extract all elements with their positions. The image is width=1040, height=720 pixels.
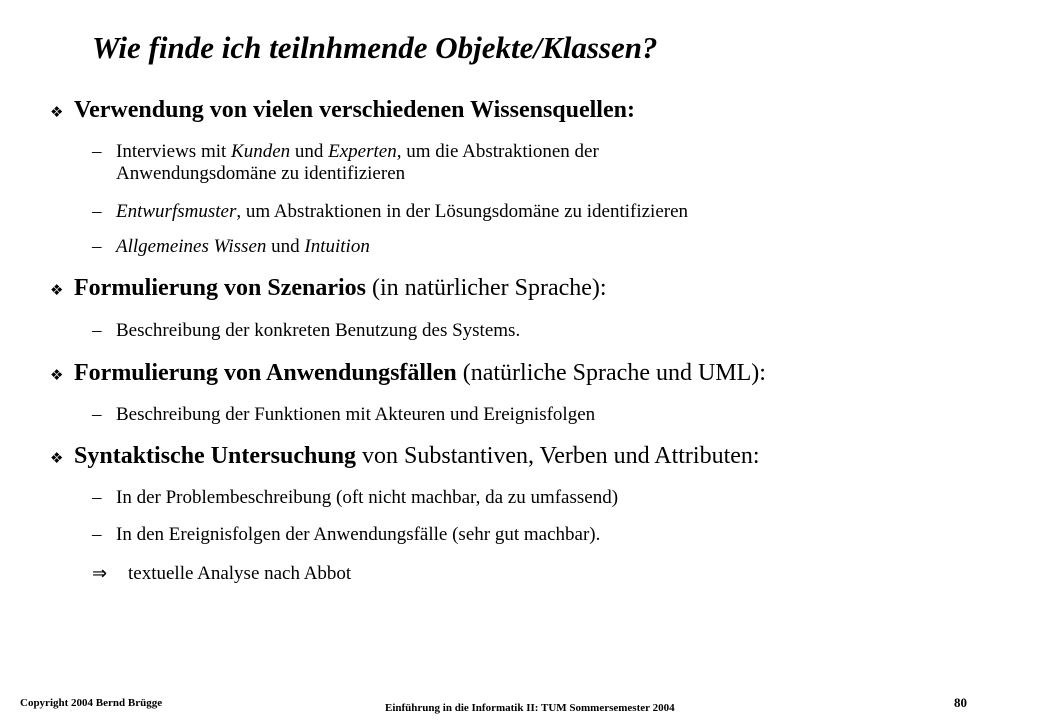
sub-italic-text: Allgemeines Wissen xyxy=(116,236,267,257)
sub-text: In der Problembeschreibung (oft nicht machbar, da zu umfassend) xyxy=(116,487,619,508)
sub-item-general-knowledge xyxy=(92,236,370,258)
sub-italic-text: Kunden xyxy=(231,141,291,162)
dash-marker: – xyxy=(92,487,102,508)
implication-text: textuelle Analyse nach Abbot xyxy=(128,563,352,584)
bullet-rest-text: von Substantiven, Verben und Attributen: xyxy=(356,443,760,469)
sub-item-event-flows xyxy=(92,524,600,546)
dash-marker: – xyxy=(92,524,102,545)
dash-marker: – xyxy=(92,236,102,257)
dash-marker: – xyxy=(92,141,102,162)
sub-item-design-patterns xyxy=(92,201,688,223)
bullet-bold-text: Formulierung von Szenarios xyxy=(74,275,366,301)
sub-text-continued: Anwendungsdomäne zu identifizieren xyxy=(116,163,406,184)
diamond-bullet-icon: ❖ xyxy=(50,281,64,299)
bullet-knowledge-sources xyxy=(50,97,635,124)
sub-item-system-usage xyxy=(92,320,520,342)
sub-item-functions xyxy=(92,404,595,426)
sub-item-interviews xyxy=(92,141,599,185)
dash-marker: – xyxy=(92,320,102,341)
diamond-bullet-icon: ❖ xyxy=(50,366,64,384)
sub-text: Beschreibung der Funktionen mit Akteuren und Ereignisfolgen xyxy=(116,404,596,425)
bullet-bold-text: Formulierung von Anwendungsfällen xyxy=(74,360,457,386)
sub-text: In den Ereignisfolgen der Anwendungsfälle (sehr gut machbar). xyxy=(116,524,601,545)
bullet-syntactic-analysis xyxy=(50,443,760,470)
sub-text: und xyxy=(266,236,305,257)
sub-italic-text: Experten xyxy=(328,141,397,162)
sub-text: , um die Abstraktionen der xyxy=(396,141,599,162)
bullet-bold-text: Verwendung von vielen verschiedenen Wissensquellen: xyxy=(74,97,635,123)
bullet-scenarios xyxy=(50,275,607,302)
slide-title: Wie finde ich teilnhmende Objekte/Klassen? xyxy=(92,30,658,65)
sub-text: , um Abstraktionen in der Lösungsdomäne zu identifizieren xyxy=(236,201,689,222)
bullet-bold-text: Syntaktische Untersuchung xyxy=(74,443,357,469)
footer-copyright: Copyright 2004 Bernd Brügge xyxy=(20,697,163,709)
sub-text: Interviews mit xyxy=(116,141,232,162)
dash-marker: – xyxy=(92,201,102,222)
sub-text: Beschreibung der konkreten Benutzung des Systems. xyxy=(116,320,521,341)
implication-line xyxy=(92,563,351,585)
sub-item-problem-description xyxy=(92,487,618,509)
bullet-rest-text: (natürliche Sprache und UML): xyxy=(456,360,766,386)
footer-course: Einführung in die Informatik II: TUM Sommersemester 2004 xyxy=(385,702,675,714)
sub-italic-text: Intuition xyxy=(304,236,370,257)
bullet-rest-text: (in natürlicher Sprache): xyxy=(366,275,607,301)
diamond-bullet-icon: ❖ xyxy=(50,103,64,121)
dash-marker: – xyxy=(92,404,102,425)
implies-arrow-icon: ⇒ xyxy=(92,563,108,584)
sub-text: und xyxy=(290,141,329,162)
bullet-use-cases xyxy=(50,360,766,387)
diamond-bullet-icon: ❖ xyxy=(50,449,64,467)
sub-italic-text: Entwurfsmuster xyxy=(116,201,237,222)
page-number: 80 xyxy=(954,695,967,710)
